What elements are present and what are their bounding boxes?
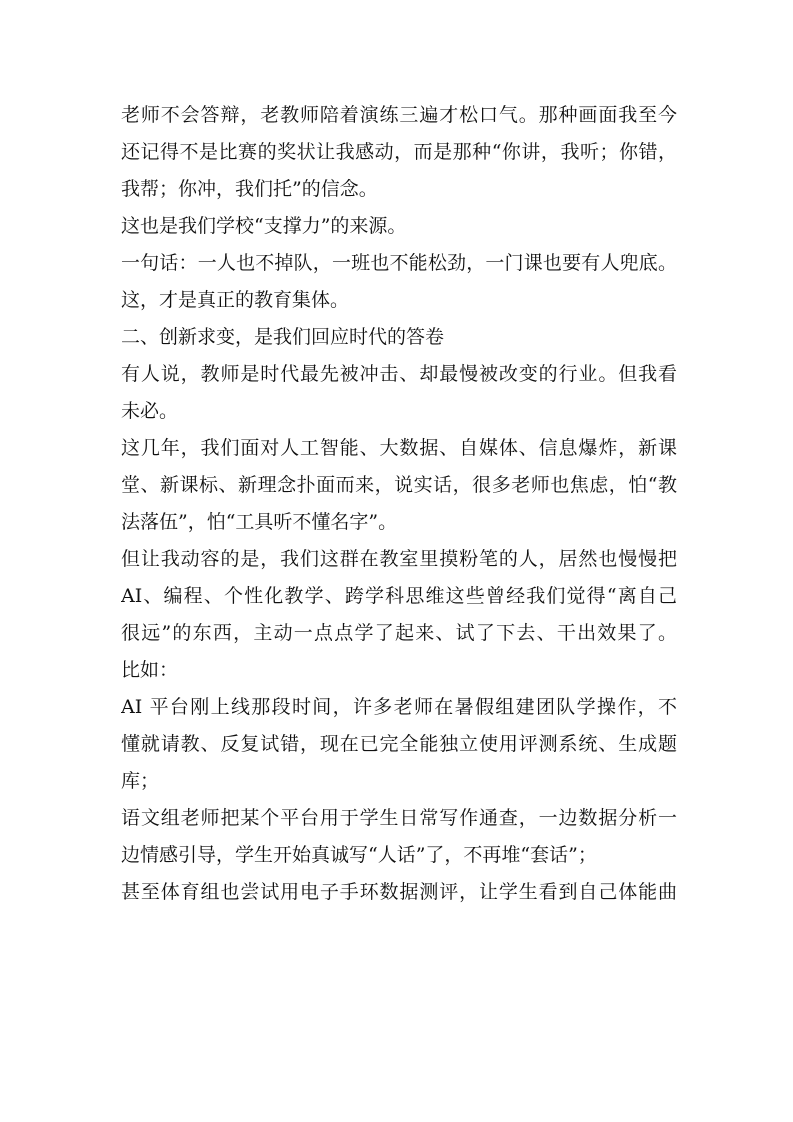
text-line: 还记得不是比赛的奖状让我感动，而是那种“你讲，我听；你错， [121,141,677,163]
text-line: 比如： [121,659,179,681]
text-line: 我帮；你冲，我们托”的信念。 [121,178,378,200]
text-line: 一句话：一人也不掉队，一班也不能松劲，一门课也要有人兜底。 [121,252,677,274]
text-line: 老师不会答辩，老教师陪着演练三遍才松口气。那种画面我至今 [121,104,677,126]
section-heading: 二、创新求变，是我们回应时代的答卷 [121,326,445,348]
text-line: 法落伍”，怕“工具听不懂名字”。 [121,511,398,533]
text-line: 有人说，教师是时代最先被冲击、却最慢被改变的行业。但我看 [121,363,677,385]
text-line: 这也是我们学校“支撑力”的来源。 [121,215,407,237]
text-line: 堂、新课标、新理念扑面而来，说实话，很多老师也焦虑，怕“教 [121,474,677,496]
text-line: AI 平台刚上线那段时间，许多老师在暑假组建团队学操作，不 [121,696,677,718]
text-line: 甚至体育组也尝试用电子手环数据测评，让学生看到自己体能曲 [121,881,677,903]
body-text [121,97,677,911]
text-line: 库； [121,770,160,792]
text-line: 但让我动容的是，我们这群在教室里摸粉笔的人，居然也慢慢把 [121,548,677,570]
text-line: 未必。 [121,400,179,422]
text-line: 懂就请教、反复试错，现在已完全能独立使用评测系统、生成题 [121,733,677,755]
text-line: 这几年，我们面对人工智能、大数据、自媒体、信息爆炸，新课 [121,437,677,459]
text-line: 边情感引导，学生开始真诚写“人话”了，不再堆“套话”； [121,844,597,866]
text-line: 语文组老师把某个平台用于学生日常写作通查，一边数据分析一 [121,807,677,829]
text-line: AI、编程、个性化教学、跨学科思维这些曾经我们觉得“离自己 [121,585,677,607]
text-line: 这，才是真正的教育集体。 [121,289,350,311]
text-line: 很远”的东西，主动一点点学了起来、试了下去、干出效果了。 [121,622,677,644]
